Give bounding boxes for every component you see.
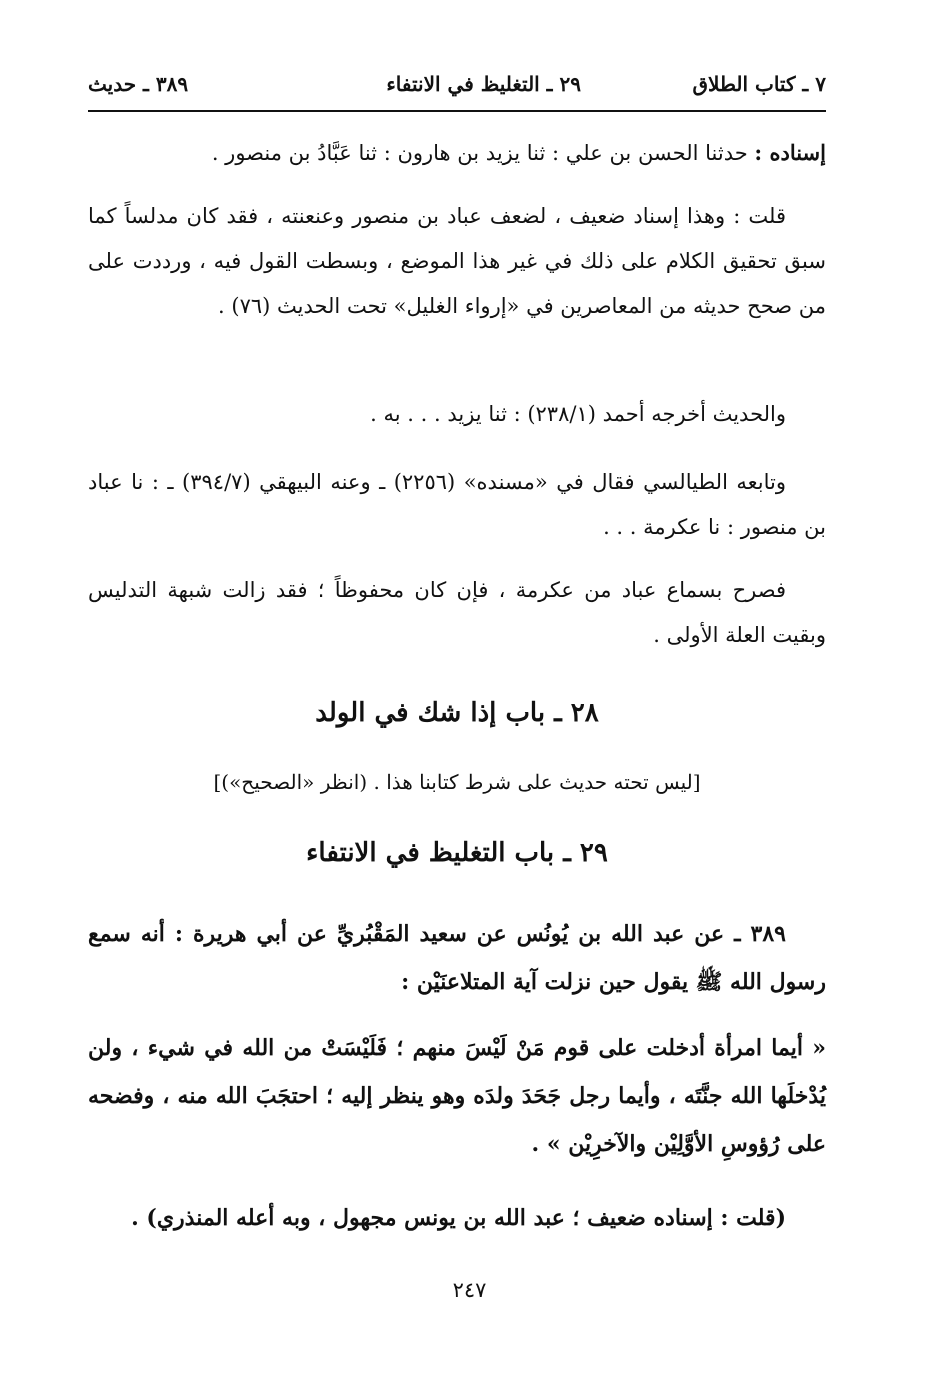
- hadith-text: « أيما امرأة أدخلت على قوم مَنْ لَيْسَ منهم ؛ فَلَيْسَتْ من الله في شيء ، ولن يُدْخلَها الله جنَّتَه ، وأيما رجل جَحَدَ ولدَه وهو ينظر إليه ؛ احتجَبَ الله منه ، وفضحه على رُؤوسِ الأوَّلِيْن والآخرِيْن » .: [88, 1035, 826, 1157]
- header-hadith-number: ٣٨٩ ـ حديث: [88, 72, 189, 96]
- hadith-ruling: (قلت : إسناده ضعيف ؛ عبد الله بن يونس مجهول ، وبه أعله المنذري) .: [131, 1205, 786, 1231]
- isnad-text: حدثنا الحسن بن علي : ثنا يزيد بن هارون : ثنا عَبَّادُ بن منصور .: [211, 141, 755, 165]
- isnad-paragraph: [88, 130, 826, 176]
- commentary-paragraph: قلت : وهذا إسناد ضعيف ، لضعف عباد بن منصور وعنعنته ، فقد كان مدلساً كما سبق تحقيق الكلام على ذلك في غير هذا الموضع ، وبسطت القول فيه ، ورددت على من صحح حديثه من المعاصرين في «إرواء الغليل» تحت الحديث (٧٦) .: [88, 204, 826, 318]
- chapter-28-title: ٢٨ ـ باب إذا شك في الولد: [315, 698, 599, 728]
- header-chapter: ٧ ـ كتاب الطلاق: [692, 72, 826, 96]
- running-header: [88, 72, 826, 108]
- tadlis-paragraph: فصرح بسماع عباد من عكرمة ، فإن كان محفوظاً ؛ فقد زالت شبهة التدليس وبقيت العلة الأولى .: [88, 578, 826, 647]
- chapter-28-note: [ليس تحته حديث على شرط كتابنا هذا . (انظر «الصحيح»)]: [213, 770, 701, 794]
- header-section: ٢٩ ـ التغليظ في الانتفاء: [386, 72, 581, 96]
- page-number: ٢٤٧: [452, 1278, 487, 1302]
- chapter-29-title: ٢٩ ـ باب التغليظ في الانتفاء: [306, 838, 608, 868]
- hadith-intro: ٣٨٩ ـ عن عبد الله بن يُونُس عن سعيد المَقْبُريِّ عن أبي هريرة : أنه سمع رسول الله ﷺ يقول حين نزلت آية المتلاعنَيْن :: [88, 921, 826, 995]
- header-rule: [88, 110, 826, 112]
- isnad-label: إسناده :: [754, 140, 826, 165]
- takhrij-tayalisi-paragraph: وتابعه الطيالسي فقال في «مسنده» (٢٢٥٦) ـ وعنه البيهقي (٣٩٤/٧) ـ : نا عباد بن منصور : نا عكرمة . . .: [88, 470, 826, 539]
- takhrij-ahmad-paragraph: والحديث أخرجه أحمد (٢٣٨/١) : ثنا يزيد . . . به .: [370, 402, 786, 426]
